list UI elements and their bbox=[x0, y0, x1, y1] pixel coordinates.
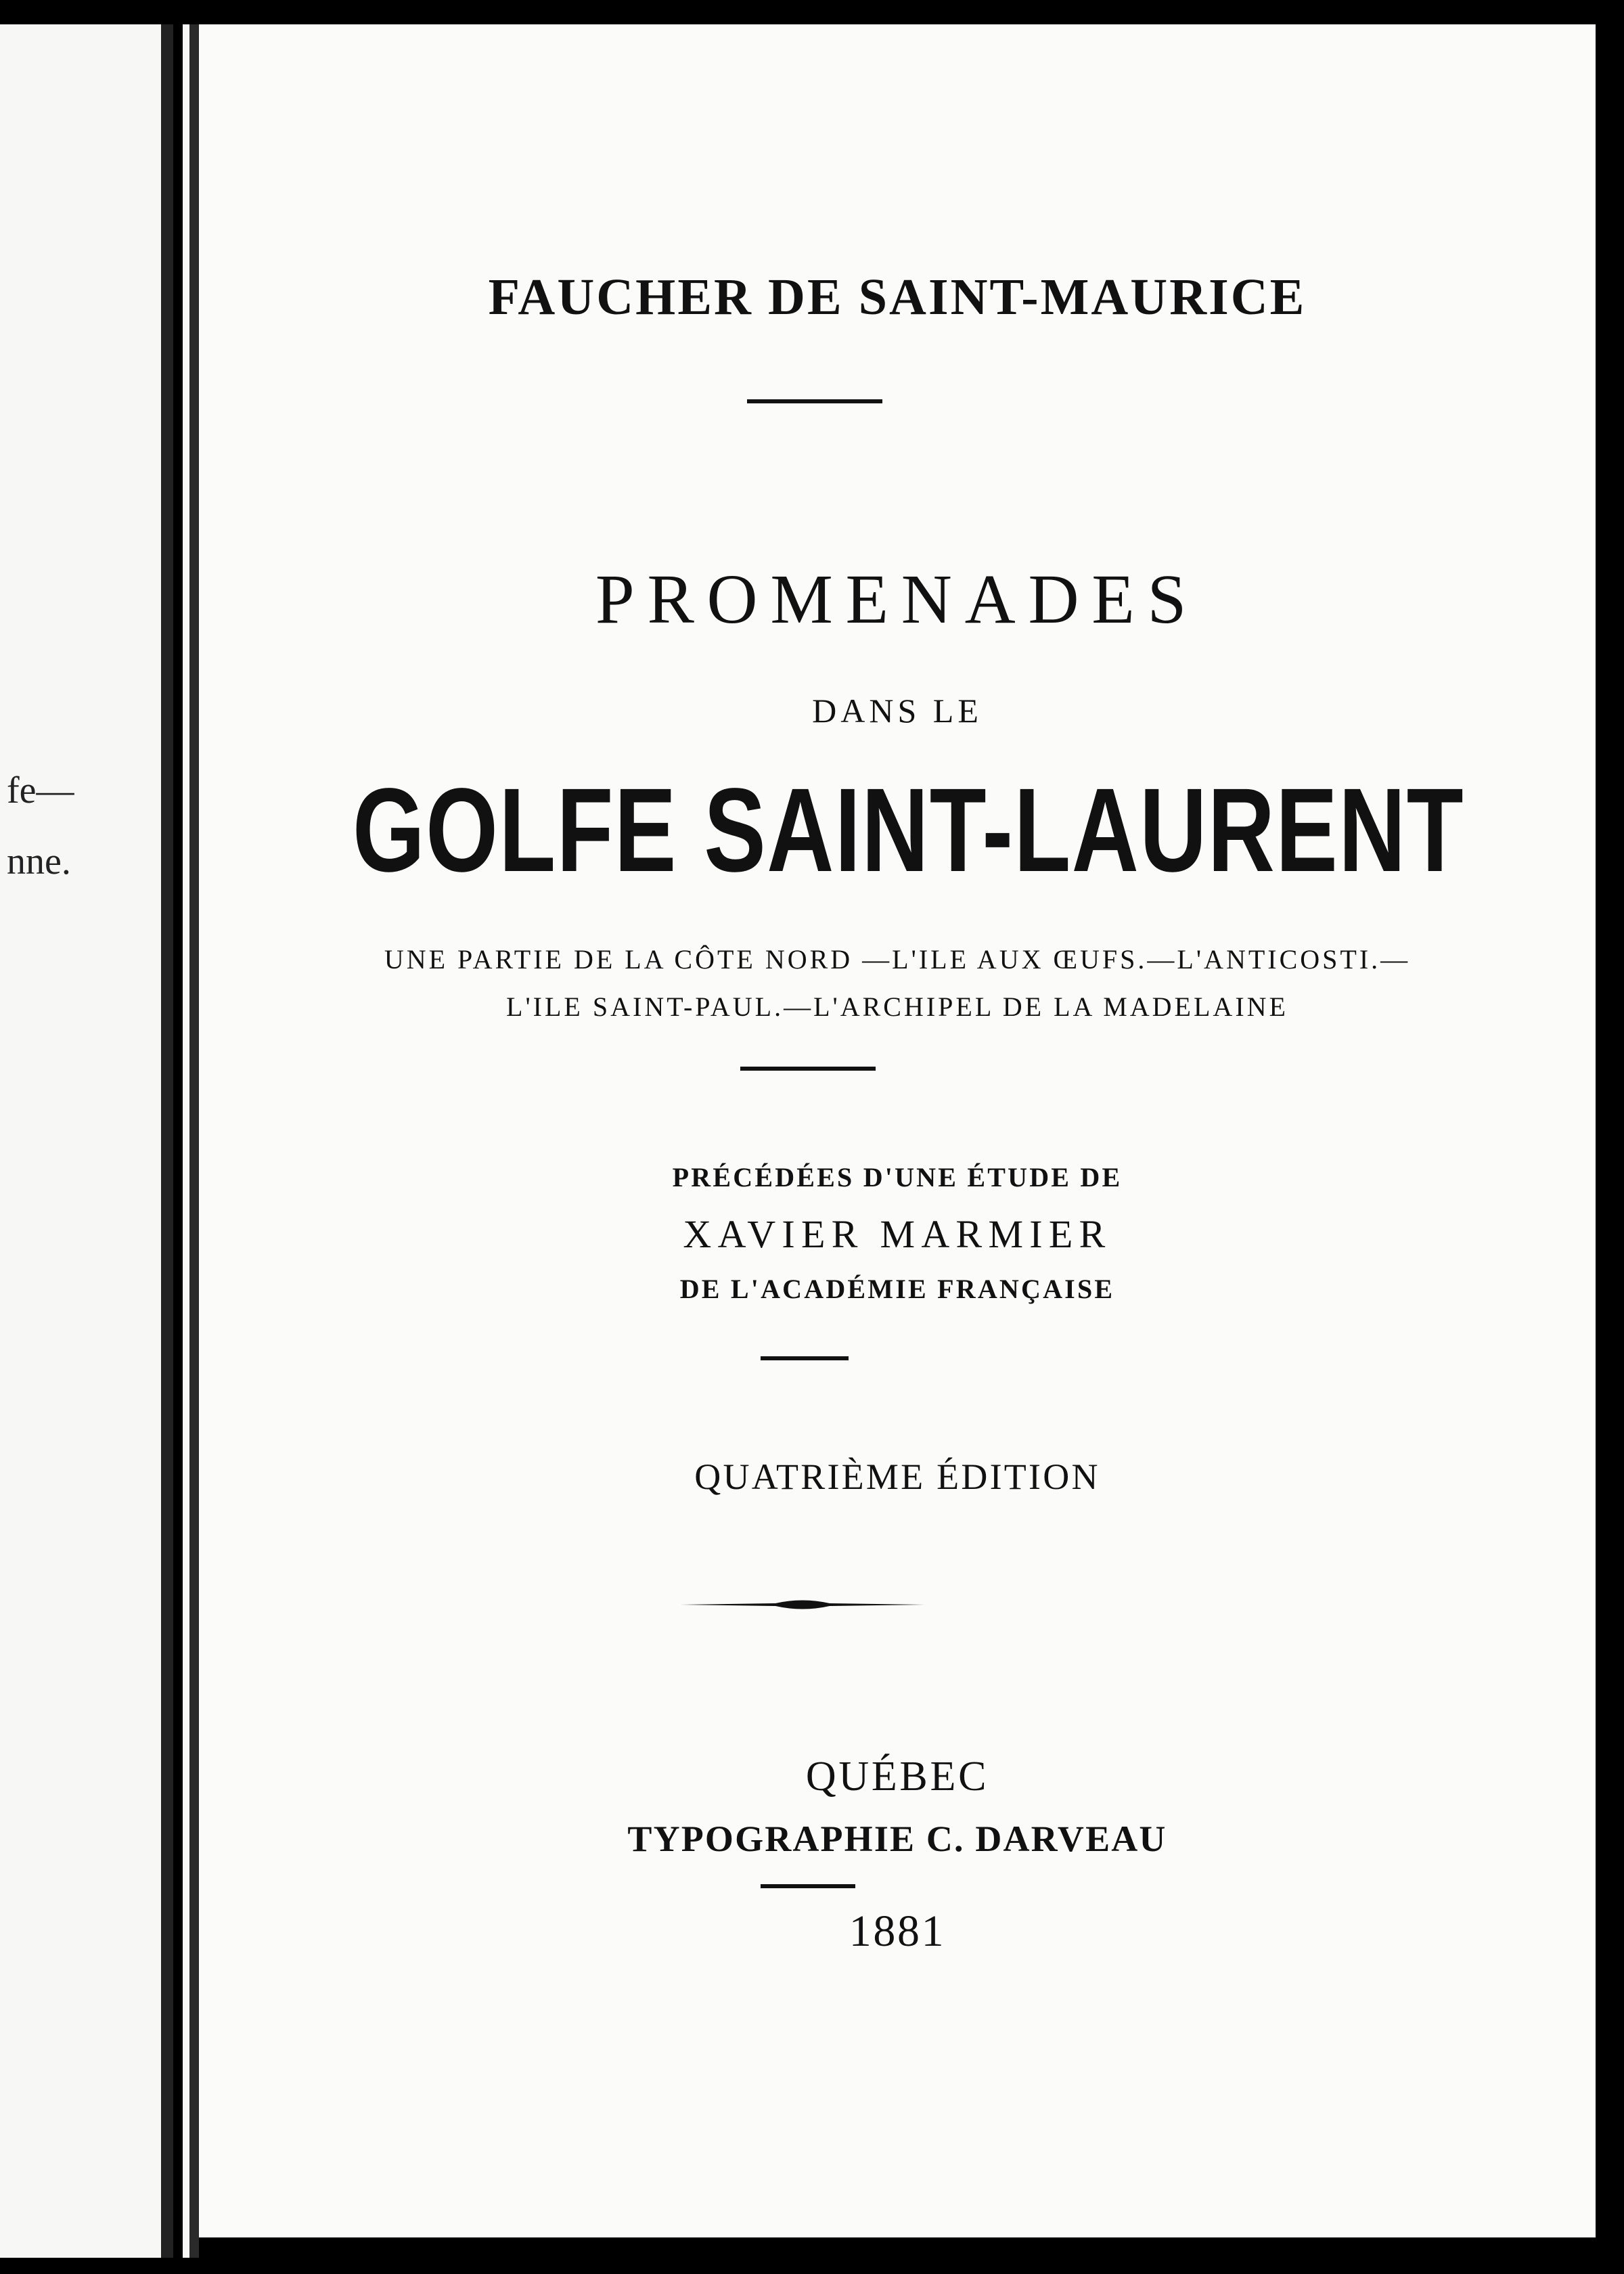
preface-affiliation: DE L'ACADÉMIE FRANÇAISE bbox=[679, 1274, 1115, 1304]
ornamental-rule bbox=[681, 1596, 924, 1613]
author-name: FAUCHER DE SAINT-MAURICE bbox=[488, 269, 1307, 326]
title-connector: DANS LE bbox=[812, 692, 983, 730]
subtitle-line: UNE PARTIE DE LA CÔTE NORD —L'ILE AUX ŒUFS.—L'ANTICOSTI.— bbox=[384, 944, 1411, 975]
book-title: PROMENADES bbox=[595, 560, 1200, 638]
book-title-main: GOLFE SAINT-LAURENT bbox=[353, 764, 1464, 897]
left-page-fragment: fe— bbox=[7, 770, 74, 811]
gutter-shadow bbox=[161, 24, 173, 2258]
publisher: TYPOGRAPHIE C. DARVEAU bbox=[627, 1819, 1167, 1859]
preface-author: XAVIER MARMIER bbox=[683, 1212, 1112, 1256]
publication-year: 1881 bbox=[849, 1907, 946, 1956]
divider-rule bbox=[740, 1067, 876, 1071]
divider-rule bbox=[761, 1356, 849, 1360]
title-page bbox=[199, 24, 1596, 2237]
left-page-edge bbox=[0, 24, 161, 2258]
gutter-edge bbox=[189, 24, 199, 2258]
gutter-gap bbox=[183, 24, 189, 2258]
preface-note: PRÉCÉDÉES D'UNE ÉTUDE DE bbox=[672, 1162, 1123, 1192]
scan-border bbox=[1596, 24, 1624, 2274]
subtitle-line: L'ILE SAINT-PAUL.—L'ARCHIPEL DE LA MADELAINE bbox=[506, 991, 1288, 1022]
publication-place: QUÉBEC bbox=[805, 1754, 989, 1800]
divider-rule bbox=[747, 399, 882, 403]
left-page-fragment: nne. bbox=[7, 841, 71, 883]
divider-rule bbox=[761, 1884, 855, 1888]
edition-statement: QUATRIÈME ÉDITION bbox=[694, 1456, 1100, 1497]
